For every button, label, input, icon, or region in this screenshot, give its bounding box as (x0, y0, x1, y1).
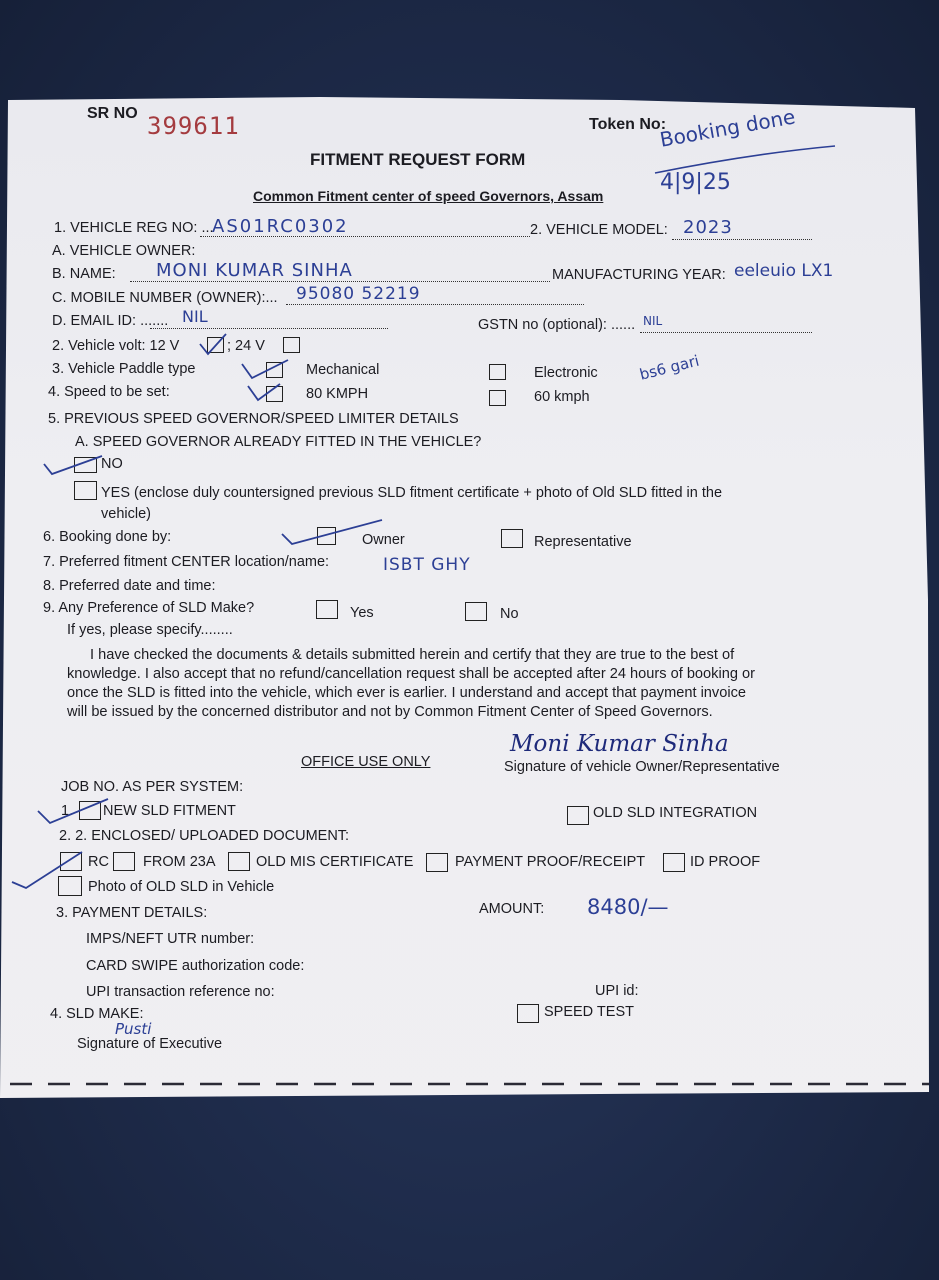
declaration-line-2: knowledge. I also accept that no refund/cancellation request shall be accepted after 24 hours of booking or (67, 666, 755, 682)
volt-label: 2. Vehicle volt: 12 V (52, 338, 180, 354)
speed-label: 4. Speed to be set: (48, 384, 170, 400)
vehicle-model-line (672, 239, 812, 240)
tear-line (0, 1076, 939, 1096)
date-label: 8. Preferred date and time: (43, 578, 216, 594)
electronic-checkbox[interactable] (489, 364, 506, 380)
yes-label: YES (enclose duly countersigned previous SLD fitment certificate + photo of Old SLD fitted in the (101, 485, 723, 501)
booking-note: Booking done (657, 104, 797, 152)
center-label: 7. Preferred fitment CENTER location/name: (43, 554, 330, 570)
volt-24-checkbox[interactable] (283, 337, 300, 353)
rc-label: RC (88, 854, 109, 870)
electronic-label: Electronic (534, 365, 598, 381)
declaration-line-4: will be issued by the concerned distributor and not by Common Fitment Center of Speed Governors. (67, 704, 713, 720)
sld-no-label: No (500, 606, 519, 622)
token-label: Token No: (589, 116, 667, 133)
amount-label: AMOUNT: (479, 901, 545, 917)
center-value: ISBT GHY (383, 555, 471, 575)
new-sld-label: NEW SLD FITMENT (103, 803, 236, 819)
specify-label: If yes, please specify........ (67, 622, 233, 638)
sr-no-label: SR NO (87, 105, 138, 122)
sld-no-checkbox[interactable] (465, 602, 487, 621)
new-sld-check-icon (34, 795, 114, 829)
paddle-label: 3. Vehicle Paddle type (52, 361, 196, 377)
executive-signature-label: Signature of Executive (77, 1036, 223, 1052)
old-sld-label: OLD SLD INTEGRATION (593, 805, 758, 821)
old-sld-checkbox[interactable] (567, 806, 589, 825)
owner-heading: A. VEHICLE OWNER: (52, 243, 196, 259)
payment-proof-label: PAYMENT PROOF/RECEIPT (455, 854, 646, 870)
job-no-label: JOB NO. AS PER SYSTEM: (61, 779, 244, 795)
booking-by-label: 6. Booking done by: (43, 529, 172, 545)
old-mis-checkbox[interactable] (228, 852, 250, 871)
vehicle-reg-label: 1. VEHICLE REG NO: ... (54, 220, 214, 236)
upi-ref-label: UPI transaction reference no: (86, 984, 275, 1000)
yes-checkbox[interactable] (74, 481, 97, 500)
gstn-value: NIL (643, 314, 663, 328)
old-mis-label: OLD MIS CERTIFICATE (256, 854, 414, 870)
payment-details-label: 3. PAYMENT DETAILS: (56, 905, 208, 921)
id-proof-label: ID PROOF (690, 854, 761, 870)
owner-option: Owner (362, 532, 405, 548)
form23a-checkbox[interactable] (113, 852, 135, 871)
name-label: B. NAME: (52, 266, 116, 282)
enclosed-label: 2. 2. ENCLOSED/ UPLOADED DOCUMENT: (59, 828, 350, 844)
vehicle-reg-value: AS01RC0302 (212, 216, 349, 237)
booking-date: 4|9|25 (660, 170, 731, 195)
speed-60-label: 60 kmph (534, 389, 590, 405)
mobile-line (286, 304, 584, 305)
no-label: NO (101, 456, 123, 472)
email-value: NIL (182, 307, 208, 326)
speed-check-icon (246, 380, 286, 406)
mfg-year-value: eeleuio LX1 (734, 261, 834, 281)
owner-signature: Moni Kumar Sinha (510, 731, 729, 757)
new-sld-number: 1. (61, 803, 74, 819)
office-use-heading: OFFICE USE ONLY (301, 754, 431, 770)
volt-check-icon (196, 330, 236, 360)
bs6-note: bs6 gari (637, 351, 701, 384)
speed-test-label: SPEED TEST (544, 1004, 634, 1020)
gstn-label: GSTN no (optional): ...... (478, 317, 636, 333)
email-line (150, 328, 388, 329)
signature-label: Signature of vehicle Owner/Representative (504, 759, 780, 775)
mfg-year-label: MANUFACTURING YEAR: (552, 267, 726, 283)
speed-test-checkbox[interactable] (517, 1004, 539, 1023)
prev-sg-label: 5. PREVIOUS SPEED GOVERNOR/SPEED LIMITER DETAILS (48, 411, 459, 427)
speed-60-checkbox[interactable] (489, 390, 506, 406)
representative-option: Representative (534, 534, 632, 550)
sg-fitted-label: A. SPEED GOVERNOR ALREADY FITTED IN THE VEHICLE? (75, 434, 482, 450)
no-check-icon (40, 452, 110, 482)
yes-label-cont: vehicle) (101, 506, 151, 522)
mobile-value: 95080 52219 (296, 284, 421, 304)
representative-checkbox[interactable] (501, 529, 523, 548)
mechanical-label: Mechanical (306, 362, 380, 378)
form-subtitle: Common Fitment center of speed Governors, Assam (253, 188, 604, 204)
photo-old-label: Photo of OLD SLD in Vehicle (88, 879, 275, 895)
form-title: FITMENT REQUEST FORM (310, 150, 526, 169)
amount-value: 8480/— (587, 895, 669, 919)
sld-yes-checkbox[interactable] (316, 600, 338, 619)
upi-id-label: UPI id: (595, 983, 639, 999)
imps-label: IMPS/NEFT UTR number: (86, 931, 255, 947)
declaration-line-1: I have checked the documents & details submitted herein and certify that they are true to the best of (90, 647, 735, 663)
speed-80-label: 80 KMPH (306, 386, 369, 402)
name-line (130, 281, 550, 282)
executive-signature: Pusti (115, 1020, 152, 1038)
vehicle-model-label: 2. VEHICLE MODEL: (530, 222, 668, 238)
declaration-line-3: once the SLD is fitted into the vehicle, which ever is earlier. I understand and accept that payment invoice (67, 685, 746, 701)
card-label: CARD SWIPE authorization code: (86, 958, 305, 974)
email-label: D. EMAIL ID: ....... (52, 313, 169, 329)
mobile-label: C. MOBILE NUMBER (OWNER):... (52, 290, 278, 306)
sld-pref-label: 9. Any Preference of SLD Make? (43, 600, 255, 616)
volt-24-label: ; 24 V (227, 338, 265, 354)
id-proof-checkbox[interactable] (663, 853, 685, 872)
vehicle-model-value: 2023 (683, 217, 733, 238)
photo-old-checkbox[interactable] (58, 876, 82, 896)
gstn-line (640, 332, 812, 333)
sld-yes-label: Yes (350, 605, 374, 621)
name-value: MONI KUMAR SINHA (156, 260, 353, 281)
sld-make-label: 4. SLD MAKE: (50, 1006, 144, 1022)
payment-proof-checkbox[interactable] (426, 853, 448, 872)
form23a-label: FROM 23A (143, 854, 216, 870)
sr-no-value: 399611 (147, 112, 240, 140)
